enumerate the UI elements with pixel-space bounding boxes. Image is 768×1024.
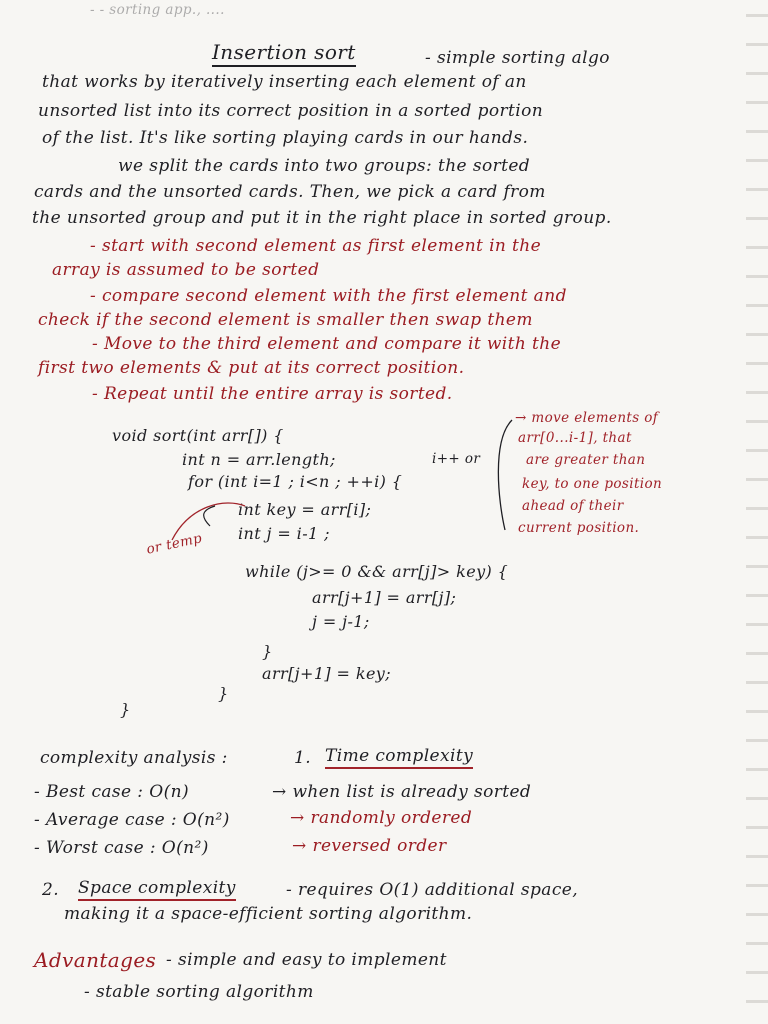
- worst-case-label: - Worst case : O(n²): [34, 838, 209, 858]
- best-case-label: - Best case : O(n): [34, 782, 189, 802]
- space-complexity-number: 2.: [42, 880, 60, 900]
- step-line-1: - start with second element as first element in the: [90, 236, 542, 256]
- average-case-note: → randomly ordered: [290, 808, 473, 828]
- complexity-heading: complexity analysis :: [40, 748, 228, 768]
- code-side-note: i++ or: [432, 451, 481, 467]
- step-line-4: check if the second element is smaller then swap them: [38, 310, 533, 330]
- time-complexity-number: 1.: [294, 748, 312, 768]
- step-line-2: array is assumed to be sorted: [52, 260, 320, 280]
- step-line-6: first two elements & put at its correct position.: [38, 358, 465, 378]
- code-line-3: for (int i=1 ; i<n ; ++i) {: [188, 472, 403, 491]
- code-line-2: int n = arr.length;: [182, 450, 336, 469]
- space-complexity-text-1: - requires O(1) additional space,: [286, 880, 579, 900]
- step-line-5: - Move to the third element and compare it with the: [92, 334, 562, 354]
- cut-off-top-line: - - sorting app., ....: [90, 2, 225, 18]
- code-line-5: int j = i-1 ;: [238, 524, 330, 543]
- worst-case-note: → reversed order: [292, 836, 447, 856]
- page-title: Insertion sort: [212, 40, 356, 67]
- side-note-line-4: key, to one position: [522, 476, 663, 492]
- best-case-note: → when list is already sorted: [272, 782, 532, 802]
- advantages-heading: Advantages: [34, 948, 157, 972]
- code-line-12: }: [120, 700, 131, 719]
- code-line-11: }: [218, 684, 229, 703]
- average-case-label: - Average case : O(n²): [34, 810, 230, 830]
- margin-note-or-temp: or temp: [144, 530, 204, 558]
- advantages-line-2: - stable sorting algorithm: [84, 982, 314, 1002]
- side-note-line-5: ahead of their: [522, 498, 624, 514]
- intro-line-3: of the list. It's like sorting playing cards in our hands.: [42, 128, 529, 148]
- intro-line-6: the unsorted group and put it in the right place in sorted group.: [32, 208, 612, 228]
- side-note-line-1: → move elements of: [515, 410, 659, 426]
- code-line-1: void sort(int arr[]) {: [112, 426, 284, 445]
- side-note-line-6: current position.: [518, 520, 640, 536]
- code-bracket: [204, 506, 215, 526]
- code-line-6: while (j>= 0 && arr[j]> key) {: [245, 562, 509, 581]
- code-line-9: }: [262, 642, 273, 661]
- space-complexity-text-2: making it a space-efficient sorting algorithm.: [64, 904, 473, 924]
- code-line-7: arr[j+1] = arr[j];: [312, 588, 457, 607]
- step-line-7: - Repeat until the entire array is sorted.: [92, 384, 453, 404]
- space-complexity-heading: Space complexity: [78, 878, 236, 901]
- intro-line-1: that works by iteratively inserting each element of an: [42, 72, 527, 92]
- step-line-3: - compare second element with the first element and: [90, 286, 567, 306]
- side-note-line-3: are greater than: [526, 452, 646, 468]
- intro-line-5: cards and the unsorted cards. Then, we pick a card from: [34, 182, 546, 202]
- code-line-10: arr[j+1] = key;: [262, 664, 392, 683]
- code-line-4: int key = arr[i];: [238, 500, 372, 519]
- title-subtitle: - simple sorting algo: [425, 48, 610, 68]
- intro-line-2: unsorted list into its correct position in a sorted portion: [38, 101, 544, 121]
- code-line-8: j = j-1;: [312, 612, 370, 631]
- advantages-line-1: - simple and easy to implement: [166, 950, 447, 970]
- time-complexity-heading: Time complexity: [325, 746, 473, 769]
- side-note-line-2: arr[0...i-1], that: [518, 430, 632, 446]
- side-note-brace: [498, 420, 512, 530]
- intro-line-4: we split the cards into two groups: the sorted: [118, 156, 531, 176]
